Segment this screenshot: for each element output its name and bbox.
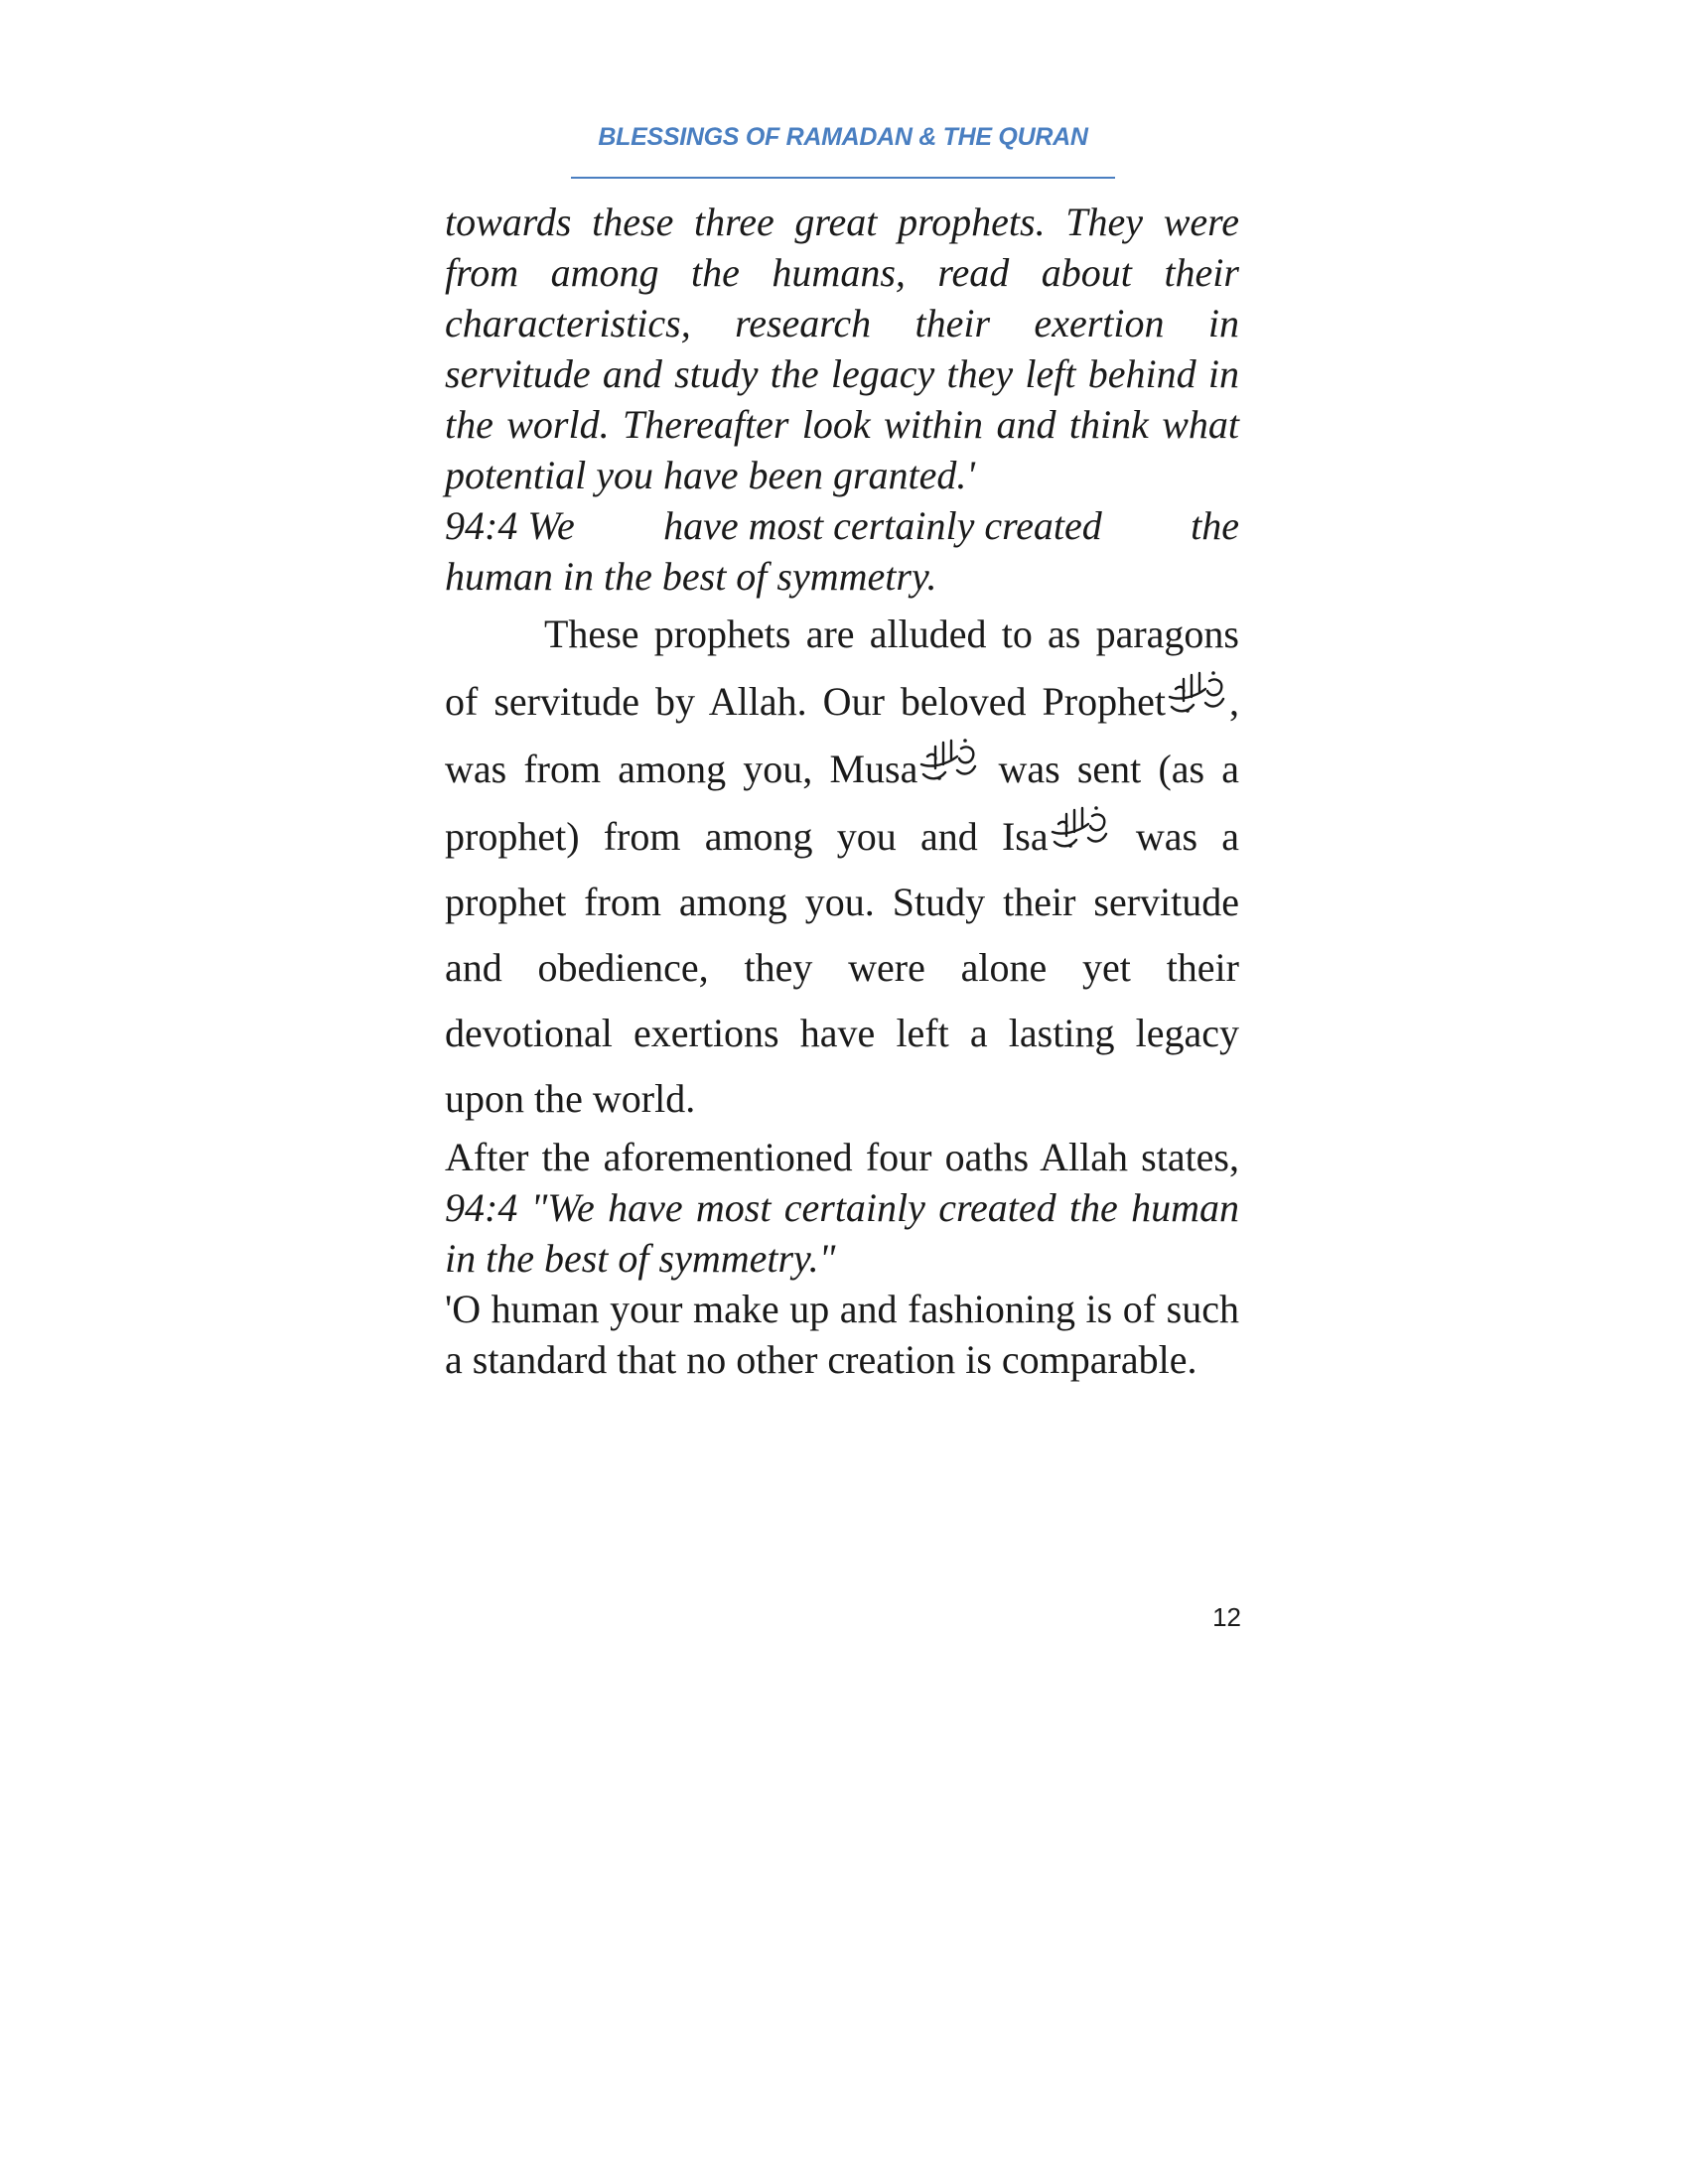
salawat-calligraphy-icon xyxy=(1049,802,1112,854)
page-body xyxy=(445,197,1239,1385)
header-rule xyxy=(571,177,1115,179)
paragraph-oaths xyxy=(445,1132,1239,1284)
verse-line-1 xyxy=(445,500,1239,551)
verse-line-2: human in the best of symmetry. xyxy=(445,554,937,599)
paragraph-prophets-part-3: was sent (as a prophet) from among you and Isa xyxy=(445,747,1239,859)
verse-text-end: the xyxy=(1191,503,1239,548)
paragraph-prophets-part-1: These prophets are alluded to as paragons of servitude by Allah. Our beloved Prophet xyxy=(445,612,1239,724)
paragraph-human: 'O human your make up and fashioning is of such a standard that no other creation is comparable. xyxy=(445,1287,1239,1382)
paragraph-prophets xyxy=(445,602,1239,1132)
paragraph-prophets-part-4: was a prophet from among you. Study their servitude and obedience, they were alone yet their devotional exertions have left a lasting legacy upon the world. xyxy=(445,814,1239,1121)
paragraph-oaths-lead: After the aforementioned four oaths Allah states, xyxy=(445,1135,1239,1179)
verse-reference: 94:4 We xyxy=(445,503,575,548)
paragraph-prophets-part-2: , was from among you, Musa xyxy=(445,679,1239,791)
salawat-calligraphy-icon xyxy=(1166,667,1229,719)
paragraph-oaths-verse: 94:4 "We have most certainly created the human in the best of symmetry." xyxy=(445,1185,1239,1281)
salawat-calligraphy-icon xyxy=(917,735,981,786)
page-number: 12 xyxy=(1212,1602,1241,1632)
verse-text-middle: have most certainly created xyxy=(663,503,1102,548)
running-header: BLESSINGS OF RAMADAN & THE QURAN xyxy=(598,123,1088,151)
paragraph-quote-continuation: towards these three great prophets. They were from among the humans, read about their characteristics, research their exertion in servitude and study the legacy they left behind in the world. Thereafter look within and think what potential you have been granted.' xyxy=(445,200,1239,497)
